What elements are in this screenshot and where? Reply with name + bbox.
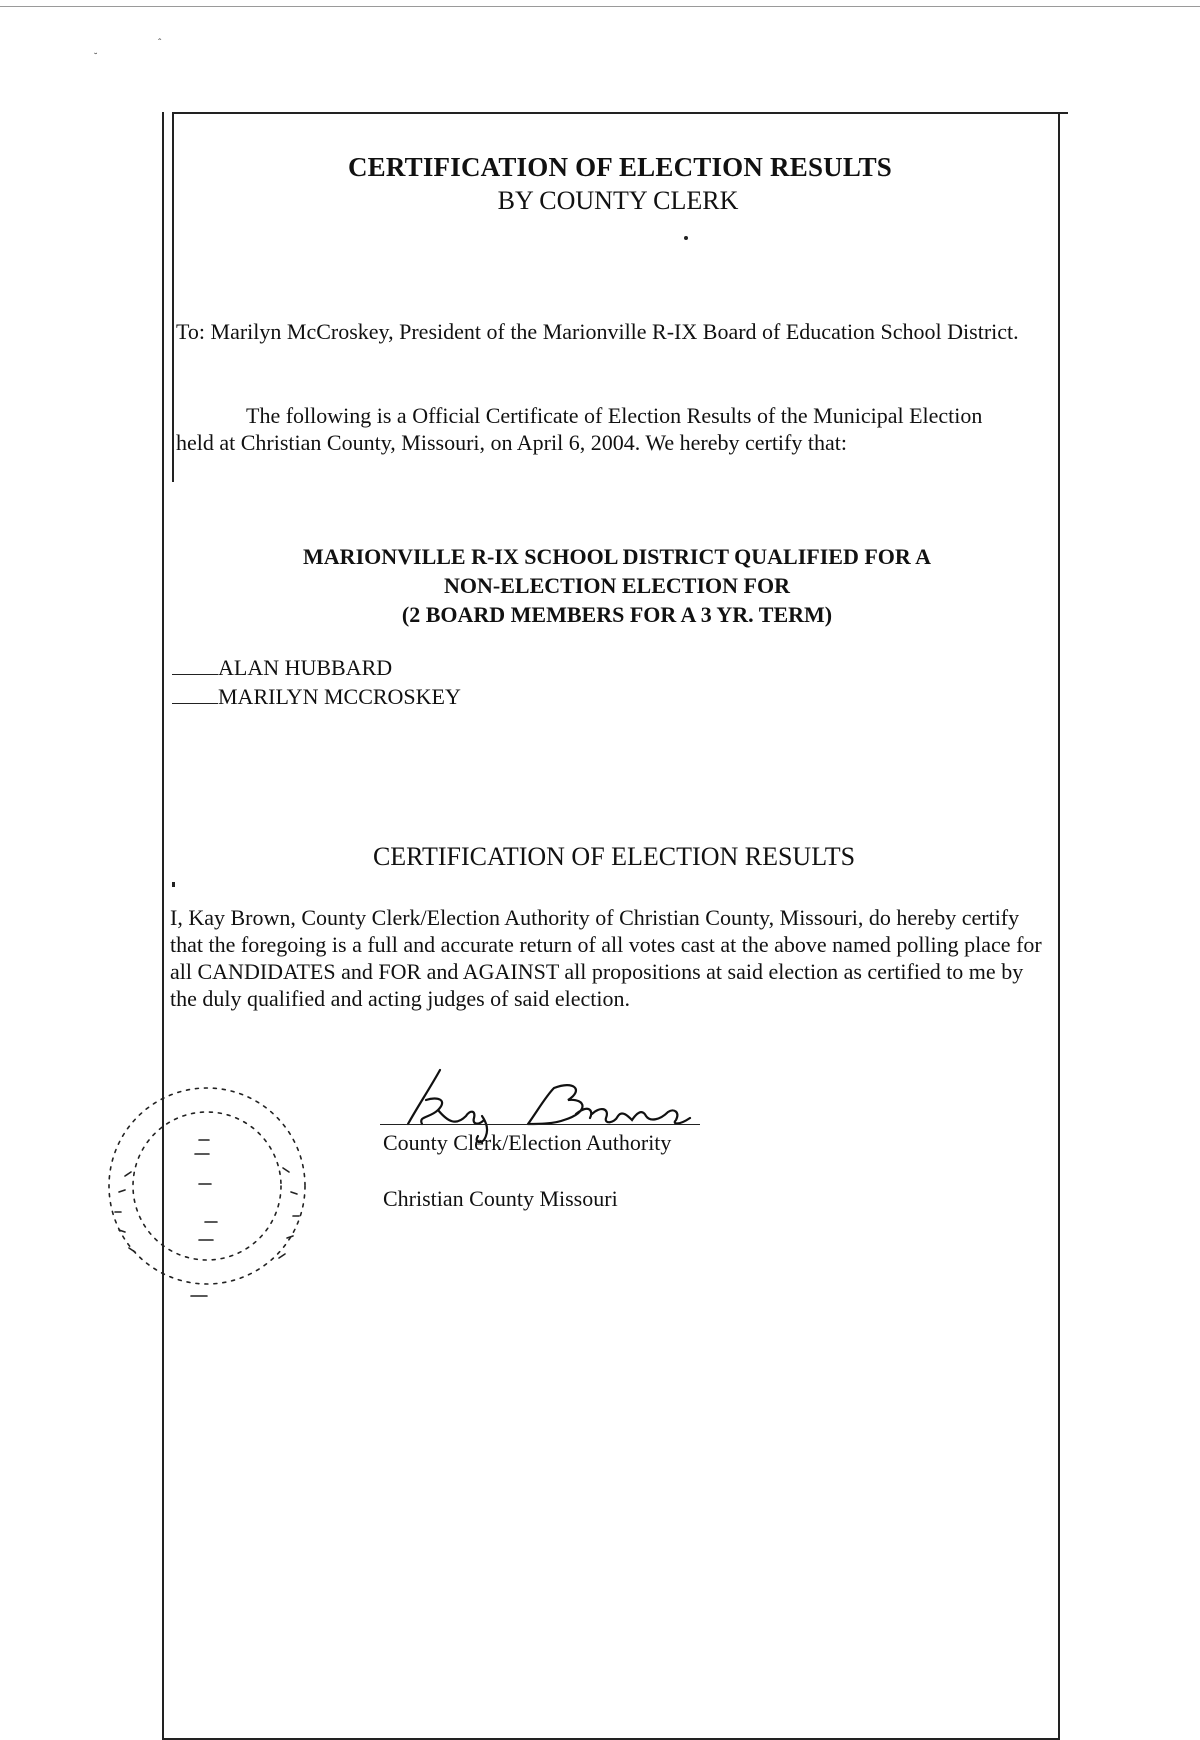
embossed-county-seal (95, 1062, 335, 1302)
signature-role: County Clerk/Election Authority (383, 1130, 672, 1155)
candidate-name: MARILYN MCCROSKEY (218, 684, 461, 709)
candidate-row (172, 654, 392, 681)
addressee: To: Marilyn McCroskey, President of the Marionville R-IX Board of Education School District. (176, 319, 1019, 344)
intro-line-2: held at Christian County, Missouri, on April 6, 2004. We hereby certify that: (176, 430, 847, 455)
vote-blank (172, 656, 218, 675)
vote-blank (172, 685, 218, 704)
district-heading-line-3: (2 BOARD MEMBERS FOR A 3 YR. TERM) (401, 602, 833, 627)
certification-statement: I, Kay Brown, County Clerk/Election Authority of Christian County, Missouri, do hereby certify that the foregoing is a full and accurate return of all votes cast at the above named polling place for all CANDIDATES and FOR and AGAINST all propositions at said election as certified to me by the duly qualified and acting judges of said election. (170, 905, 1042, 1011)
stray-mark (172, 882, 175, 887)
top-scan-rule (0, 6, 1200, 7)
candidate-row (172, 683, 461, 710)
document-border-top (172, 112, 1068, 114)
district-heading (172, 542, 1062, 629)
document-title: CERTIFICATION OF ELECTION RESULTS (347, 152, 893, 182)
district-heading-line-1: MARIONVILLE R-IX SCHOOL DISTRICT QUALIFIED FOR A (303, 544, 931, 569)
scan-speck: ˆ (158, 38, 162, 49)
intro-line-1: The following is a Official Certificate of Election Results of the Municipal Election (246, 403, 983, 428)
signature-line (380, 1124, 700, 1125)
district-heading-line-2: NON-ELECTION ELECTION FOR (444, 573, 790, 598)
scan-speck: ˘ (94, 52, 98, 63)
document-subtitle: BY COUNTY CLERK (497, 186, 739, 215)
intro-paragraph (176, 402, 1056, 456)
stray-dot (684, 236, 688, 240)
signature-county: Christian County Missouri (383, 1186, 618, 1211)
candidate-name: ALAN HUBBARD (218, 655, 393, 680)
certification-title: CERTIFICATION OF ELECTION RESULTS (372, 842, 856, 871)
